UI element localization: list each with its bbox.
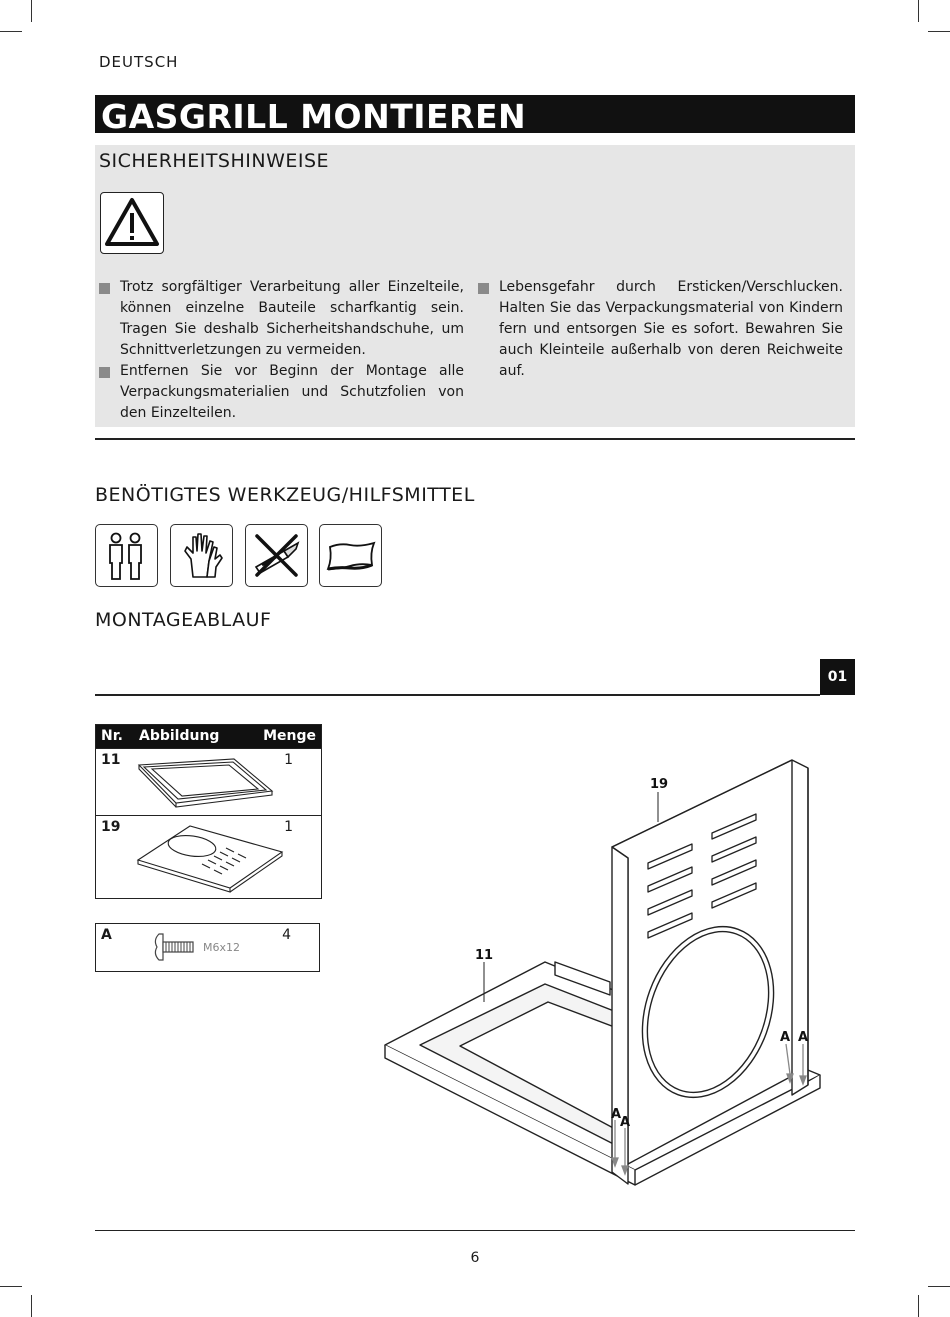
hardware-label: M6x12 <box>203 941 240 954</box>
callout-screw-a: A <box>620 1115 631 1130</box>
frame-part-11-illustration <box>134 753 274 811</box>
part-quantity: 1 <box>284 819 293 835</box>
safety-column-left <box>99 277 464 424</box>
callout-part-11: 11 <box>475 948 494 963</box>
column-header: Abbildung <box>139 728 220 744</box>
safety-section <box>95 145 855 427</box>
hardware-row <box>95 923 320 972</box>
column-header: Nr. <box>101 728 123 744</box>
safety-heading: SICHERHEITSHINWEISE <box>99 150 330 172</box>
safety-column-right <box>478 277 843 382</box>
two-persons-icon <box>95 524 158 587</box>
divider <box>95 694 820 696</box>
part-quantity: 1 <box>284 752 293 768</box>
assembly-illustration <box>380 740 840 1200</box>
crop-mark <box>31 1295 32 1317</box>
callout-screw-a: A <box>611 1107 622 1122</box>
crop-mark <box>928 31 950 32</box>
panel-part-19-illustration <box>134 822 284 894</box>
safety-item: Trotz sorgfältiger Verarbeitung aller Einzelteile, können einzelne Bauteile scharfkantig sein. Tragen Sie deshalb Sicherheitshandschuhe, um Schnittverletzungen zu vermeiden. <box>99 277 464 361</box>
hardware-quantity: 4 <box>282 927 291 943</box>
safety-item: Lebensgefahr durch Ersticken/Verschlucken. Halten Sie das Verpackungsmaterial von Kindern fern und entsorgen Sie es sofort. Bewahren Sie auch Kleinteile außerhalb von deren Reichweite auf. <box>478 277 843 382</box>
divider <box>95 438 855 440</box>
no-knife-icon <box>245 524 308 587</box>
table-row <box>96 815 321 898</box>
crop-mark <box>31 0 32 22</box>
language-label: DEUTSCH <box>99 53 179 71</box>
table-row <box>96 748 321 815</box>
crop-mark <box>0 1286 22 1287</box>
crop-mark <box>928 1286 950 1287</box>
crop-mark <box>918 0 919 22</box>
hardware-id: A <box>101 927 112 943</box>
table-header <box>96 725 321 748</box>
callout-screw-a: A <box>798 1030 809 1045</box>
tools-heading: BENÖTIGTES WERKZEUG/HILFSMITTEL <box>95 484 475 506</box>
soft-mat-icon <box>319 524 382 587</box>
crop-mark <box>918 1295 919 1317</box>
divider <box>95 1230 855 1231</box>
safety-item: Entfernen Sie vor Beginn der Montage alle Verpackungsmaterialien und Schutzfolien von den Einzelteilen. <box>99 361 464 424</box>
part-number: 11 <box>101 752 121 768</box>
assembly-heading: MONTAGEABLAUF <box>95 609 272 631</box>
callout-screw-a: A <box>780 1030 791 1045</box>
page-title: GASGRILL MONTIEREN <box>101 97 527 136</box>
part-number: 19 <box>101 819 121 835</box>
parts-table <box>95 724 322 899</box>
warning-triangle-icon <box>100 192 164 254</box>
column-header: Menge <box>263 728 316 744</box>
step-number: 01 <box>820 659 855 695</box>
screw-icon <box>151 930 196 964</box>
callout-part-19: 19 <box>650 777 669 792</box>
title-bar <box>95 95 855 136</box>
gloves-icon <box>170 524 233 587</box>
page-number: 6 <box>470 1250 480 1266</box>
crop-mark <box>0 31 22 32</box>
